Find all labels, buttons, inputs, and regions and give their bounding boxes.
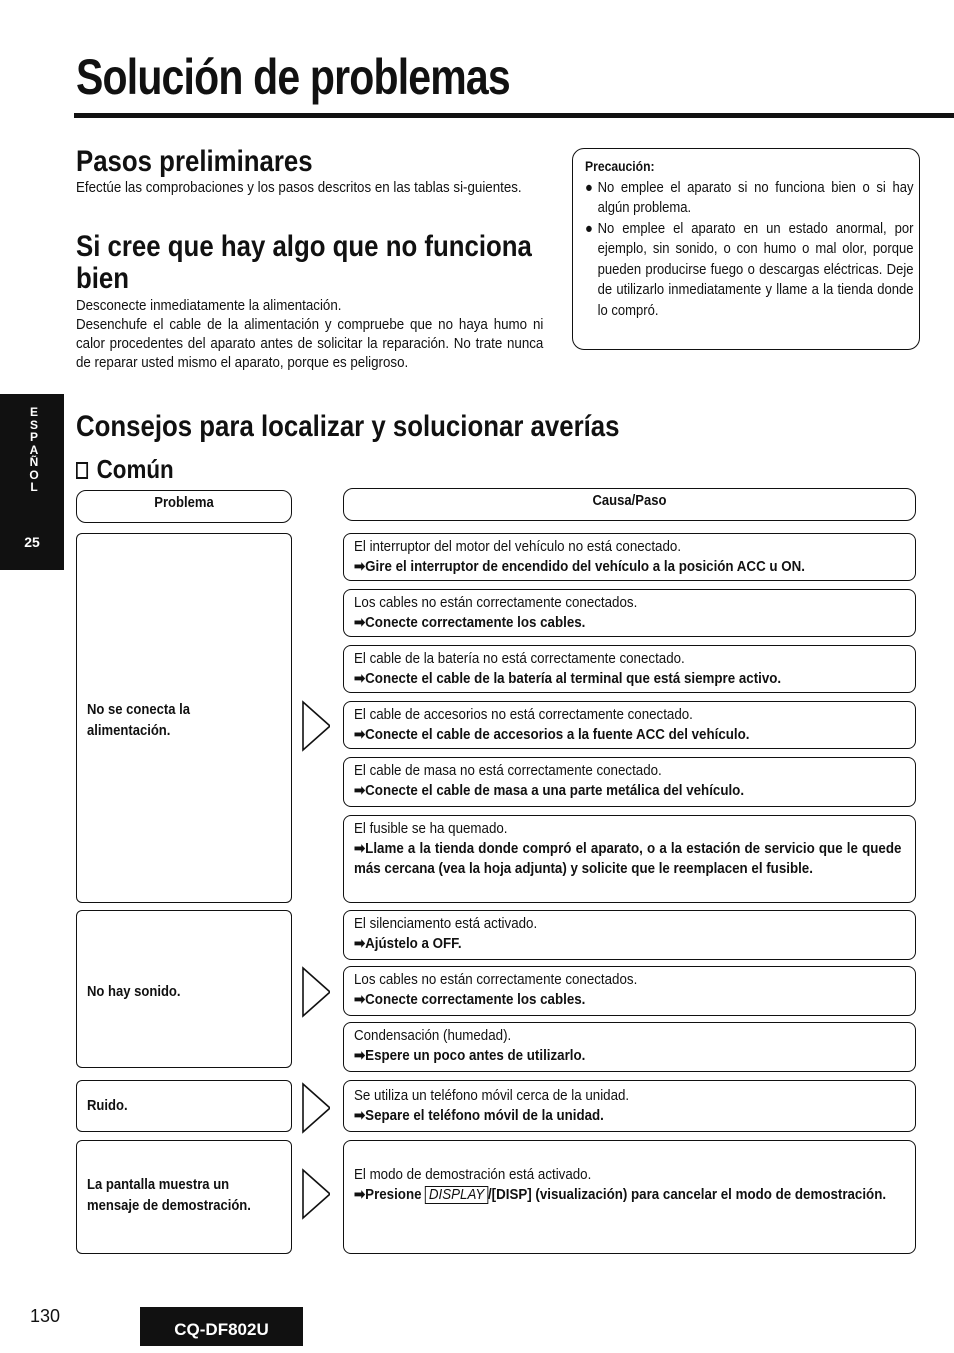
cause-box: El cable de la batería no está correctamente conectado. ➡Conecte el cable de la batería al terminal que está siempre activo. [343,645,916,693]
problem-box-demo [76,1140,292,1254]
prelim-text: Efectúe las comprobaciones y los pasos descritos en las tablas si-guientes. [76,180,522,196]
model-badge: CQ-DF802U [140,1307,303,1346]
arrow-right-icon [300,1168,330,1220]
title-rule [74,113,954,118]
malfunction-heading-line2: bien [76,262,130,295]
problem-column-header: Problema [76,490,292,523]
page-number: 130 [30,1306,61,1326]
caution-box [572,148,920,350]
arrow-right-icon [300,1082,330,1134]
cause-box: El silenciamento está activado. ➡Ajústelo a OFF. [343,910,916,960]
malfunction-line1: Desconecte inmediatamente la alimentación. [76,298,342,314]
problem-label: La pantalla muestra un mensaje de demostración. [87,1177,251,1214]
cause-column-header: Causa/Paso [343,488,916,521]
cause-box: El interruptor del motor del vehículo no está conectado. ➡Gire el interruptor de encendido del vehículo a la posición ACC u ON. [343,533,916,581]
section-number: 25 [24,534,40,550]
problem-label: Ruido. [87,1098,128,1114]
prelim-heading: Pasos preliminares [76,145,313,178]
malfunction-heading-line1: Si cree que hay algo que no funciona [76,230,532,263]
cause-box: El cable de masa no está correctamente conectado. ➡Conecte el cable de masa a una parte metálica del vehículo. [343,757,916,807]
cause-box: El cable de accesorios no está correctamente conectado. ➡Conecte el cable de accesorios a la fuente ACC del vehículo. [343,701,916,749]
caution-title: Precaución: [585,159,655,174]
cause-box: Se utiliza un teléfono móvil cerca de la unidad. ➡Separe el teléfono móvil de la unidad. [343,1080,916,1132]
caution-item: ● No emplee el aparato en un estado anormal, por ejemplo, sin sonido, o con humo o mal olor, porque pueden producirse fuego o descargas eléctricas. Deje de utilizarlo inmediatamente y llame a la tienda donde lo compró. [585,220,914,319]
tips-heading: Consejos para localizar y solucionar averías [76,410,620,443]
problem-box-noise [76,1080,292,1132]
arrow-right-icon [300,700,330,752]
page-title: Solución de problemas [76,49,510,105]
malfunction-text: Desenchufe el cable de la alimentación y compruebe que no haya humo ni calor procedentes del aparato antes de solicitar la reparación. No trate nunca de reparar usted mismo el aparato, porque es peligroso. [76,317,544,371]
common-heading: Común [96,454,174,484]
checkbox-square-icon [76,462,88,479]
display-key-label: DISPLAY [425,1186,488,1204]
cause-box: El fusible se ha quemado. ➡Llame a la tienda donde compró el aparato, o a la estación de servicio que le quede más cercana (vea la hoja adjunta) y solicite que le reemplacen el fusible. [343,815,916,903]
problem-label: No se conecta la alimentación. [87,702,190,739]
language-tab-label: E S P A Ñ O L [29,405,39,494]
cause-box: Los cables no están correctamente conectados. ➡Conecte correctamente los cables. [343,589,916,637]
problem-box-power [76,533,292,903]
problem-box-sound [76,910,292,1068]
common-heading-wrap [76,452,174,486]
problem-label: No hay sonido. [87,984,181,1000]
cause-box: Los cables no están correctamente conectados. ➡Conecte correctamente los cables. [343,966,916,1016]
arrow-right-icon [300,966,330,1018]
caution-item: ● No emplee el aparato si no funciona bien o si hay algún problema. [585,179,914,216]
language-tab [0,394,64,570]
cause-box: Condensación (humedad). ➡Espere un poco antes de utilizarlo. [343,1022,916,1072]
cause-box: El modo de demostración está activado. ➡Presione DISPLAY /[DISP] (visualización) para cancelar el modo de demostración. [343,1140,916,1254]
